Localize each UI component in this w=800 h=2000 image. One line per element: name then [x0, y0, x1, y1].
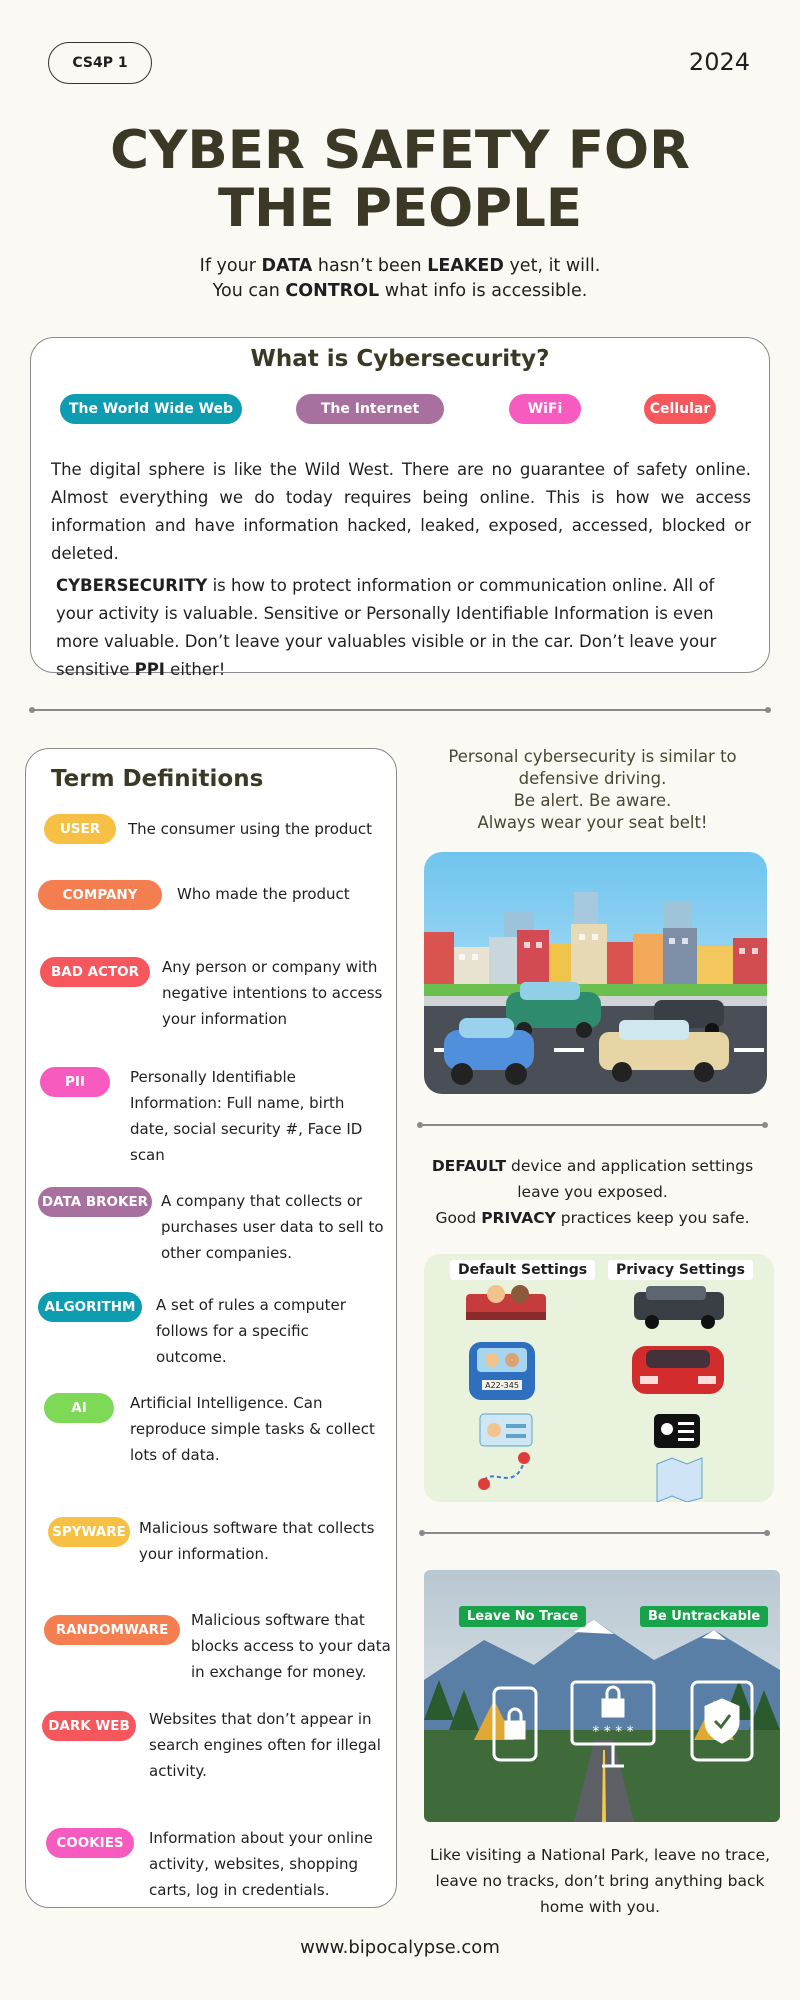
location-route-icon	[478, 1452, 530, 1490]
default-settings-label: Default Settings	[450, 1260, 595, 1280]
subtitle-line-2: You can CONTROL what info is accessible.	[212, 281, 588, 301]
footer-url[interactable]: www.bipocalypse.com	[300, 1937, 500, 1958]
term-pill-ai: AI	[44, 1393, 114, 1423]
folded-map-icon	[657, 1458, 702, 1502]
right-divider-2	[422, 1532, 767, 1534]
pill-world-wide-web: The World Wide Web	[60, 394, 242, 424]
term-def-cookies: Information about your online activity, websites, shopping carts, log in credentials.	[149, 1829, 373, 1899]
defaults-caption	[420, 1153, 765, 1231]
term-def-pii: Personally Identifiable Information: Full name, birth date, social security #, Face ID scan	[130, 1068, 363, 1164]
svg-text:A22-345: A22-345	[485, 1381, 519, 1390]
red-sedan-icon	[632, 1346, 724, 1394]
term-def-company: Who made the product	[177, 885, 350, 903]
city-traffic-illustration	[424, 852, 767, 1094]
driving-caption	[420, 746, 765, 834]
term-pill-algorithm: ALGORITHM	[38, 1292, 142, 1322]
cybersecurity-card	[30, 337, 770, 679]
term-def-randomware: Malicious software that blocks access to your data in exchange for money.	[191, 1611, 391, 1681]
term-pill-bad-actor: BAD ACTOR	[40, 957, 150, 987]
dark-suv-icon	[634, 1286, 724, 1329]
svg-text:* * * *: * * * *	[592, 1724, 634, 1740]
id-badge-icon	[654, 1414, 700, 1448]
right-divider-1	[420, 1124, 765, 1126]
park-line-3: home with you.	[539, 1898, 661, 1916]
term-pill-cookies: COOKIES	[46, 1828, 134, 1858]
title-line-2: THE PEOPLE	[217, 178, 583, 239]
park-line-2: leave no tracks, don’t bring anything back	[435, 1872, 765, 1890]
defaults-line-2: leave you exposed.	[517, 1183, 668, 1201]
settings-icons-svg	[424, 1254, 774, 1502]
term-pill-dark-web: DARK WEB	[42, 1711, 136, 1741]
term-def-dark-web: Websites that don’t appear in search engines often for illegal activity.	[149, 1710, 381, 1780]
settings-comparison-box	[424, 1254, 774, 1502]
term-def-data-broker: A company that collects or purchases user data to sell to other companies.	[161, 1192, 384, 1262]
page-subtitle	[0, 254, 800, 304]
park-caption	[425, 1842, 775, 1920]
term-def-spyware: Malicious software that collects your information.	[139, 1519, 375, 1563]
term-def-algorithm: A set of rules a computer follows for a specific outcome.	[156, 1296, 346, 1366]
driving-line-2: defensive driving.	[518, 769, 667, 788]
page-title	[0, 122, 800, 238]
privacy-settings-label: Privacy Settings	[608, 1260, 753, 1280]
term-definitions-heading: Term Definitions	[51, 766, 264, 792]
pill-cellular: Cellular	[644, 394, 716, 424]
cybersecurity-heading: What is Cybersecurity?	[250, 346, 550, 372]
cybersecurity-paragraph-1: The digital sphere is like the Wild West. There are no guarantee of safety online. Almost everything we do today requires being online. This is how we access information and have information hacked, leaked, exposed, accessed, blocked or deleted.	[51, 460, 751, 563]
blue-car-passengers-icon	[469, 1342, 535, 1400]
term-pill-pii: PII	[40, 1067, 110, 1097]
title-line-1: CYBER SAFETY FOR	[110, 120, 690, 181]
open-car-icon	[466, 1285, 546, 1320]
term-pill-randomware: RANDOMWARE	[44, 1615, 180, 1645]
id-card-icon	[480, 1414, 532, 1446]
defaults-line-3: Good PRIVACY practices keep you safe.	[435, 1209, 750, 1227]
section-divider	[32, 709, 768, 711]
leave-no-trace-tag: Leave No Trace	[459, 1606, 586, 1627]
park-line-1: Like visiting a National Park, leave no trace,	[429, 1846, 771, 1864]
term-def-bad-actor: Any person or company with negative intentions to access your information	[162, 958, 383, 1028]
term-def-ai: Artificial Intelligence. Can reproduce simple tasks & collect lots of data.	[130, 1394, 375, 1464]
pill-the-internet: The Internet	[296, 394, 444, 424]
subtitle-line-1: If your DATA hasn’t been LEAKED yet, it will.	[199, 256, 601, 276]
national-park-illustration	[424, 1570, 780, 1822]
driving-line-1: Personal cybersecurity is similar to	[448, 747, 737, 766]
city-traffic-svg	[424, 852, 767, 1094]
cybersecurity-paragraph-2: CYBERSECURITY is how to protect information or communication online. All of your activity is valuable. Sensitive or Personally Identifiable Information is even more valuable. Don’t leave your valuables visible or in the car. Don’t leave your sensitive PPI either!	[56, 576, 717, 679]
term-pill-spyware: SPYWARE	[48, 1517, 130, 1547]
course-badge: CS4P 1	[48, 42, 152, 84]
driving-line-4: Always wear your seat belt!	[477, 813, 708, 832]
pill-wifi: WiFi	[509, 394, 581, 424]
term-def-user: The consumer using the product	[128, 820, 373, 838]
driving-line-3: Be alert. Be aware.	[513, 791, 672, 810]
term-pill-user: USER	[44, 814, 116, 844]
term-pill-data-broker: DATA BROKER	[38, 1187, 152, 1217]
defaults-line-1: DEFAULT device and application settings	[431, 1157, 754, 1175]
be-untrackable-tag: Be Untrackable	[640, 1606, 768, 1627]
term-pill-company: COMPANY	[38, 880, 162, 910]
year-label: 2024	[688, 48, 750, 76]
